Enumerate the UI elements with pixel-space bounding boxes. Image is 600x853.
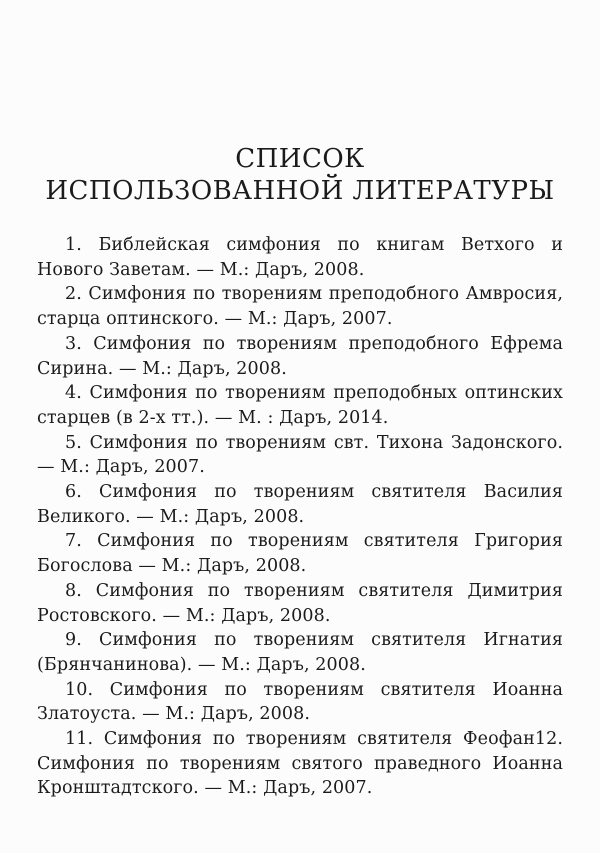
bibliography-entry-7: 7. Симфония по творениям святителя Григория Богослова — М.: Даръ, 2008. xyxy=(37,531,563,577)
bibliography-entry-8: 8. Симфония по творениям святителя Димитрия Ростовского. — М.: Даръ, 2008. xyxy=(37,580,563,626)
title-line-2: ИСПОЛЬЗОВАННОЙ ЛИТЕРАТУРЫ xyxy=(45,176,555,206)
bibliography-entry-6: 6. Симфония по творениям святителя Василия Великого. — М.: Даръ, 2008. xyxy=(37,482,563,527)
bibliography-entry-2: 2. Симфония по творениям преподобного Амвросия, старца оптинского. — М.: Даръ, 2007. xyxy=(37,284,563,330)
bibliography-entry-3: 3. Симфония по творениям преподобного Ефрема Сирина. — М.: Даръ, 2008. xyxy=(37,333,563,379)
bibliography-entry-4: 4. Симфония по творениям преподобных оптинских старцев (в 2-х тт.). — М. : Даръ, 2014. xyxy=(37,383,563,428)
bibliography-list xyxy=(37,233,563,801)
page-title xyxy=(37,143,563,207)
bibliography-entry-1: 1. Библейская симфония по книгам Ветхого и Нового Заветам. — М.: Даръ, 2008. xyxy=(37,235,563,280)
bibliography-entry-9: 9. Симфония по творениям святителя Игнатия (Брянчанинова). — М.: Даръ, 2008. xyxy=(37,630,563,675)
bibliography-entry-10: 10. Симфония по творениям святителя Иоанна Златоуста. — М.: Даръ, 2008. xyxy=(37,679,563,725)
bibliography-entry-11: 11. Симфония по творениям святителя Феофан12. Симфония по творениям святого праведного Иоанна Кронштадтского. — М.: Даръ, 2007. xyxy=(37,729,563,799)
bibliography-entry-5: 5. Симфония по творениям свт. Тихона Задонского. — М.: Даръ, 2007. xyxy=(37,432,563,478)
title-line-1: СПИСОК xyxy=(235,144,365,174)
